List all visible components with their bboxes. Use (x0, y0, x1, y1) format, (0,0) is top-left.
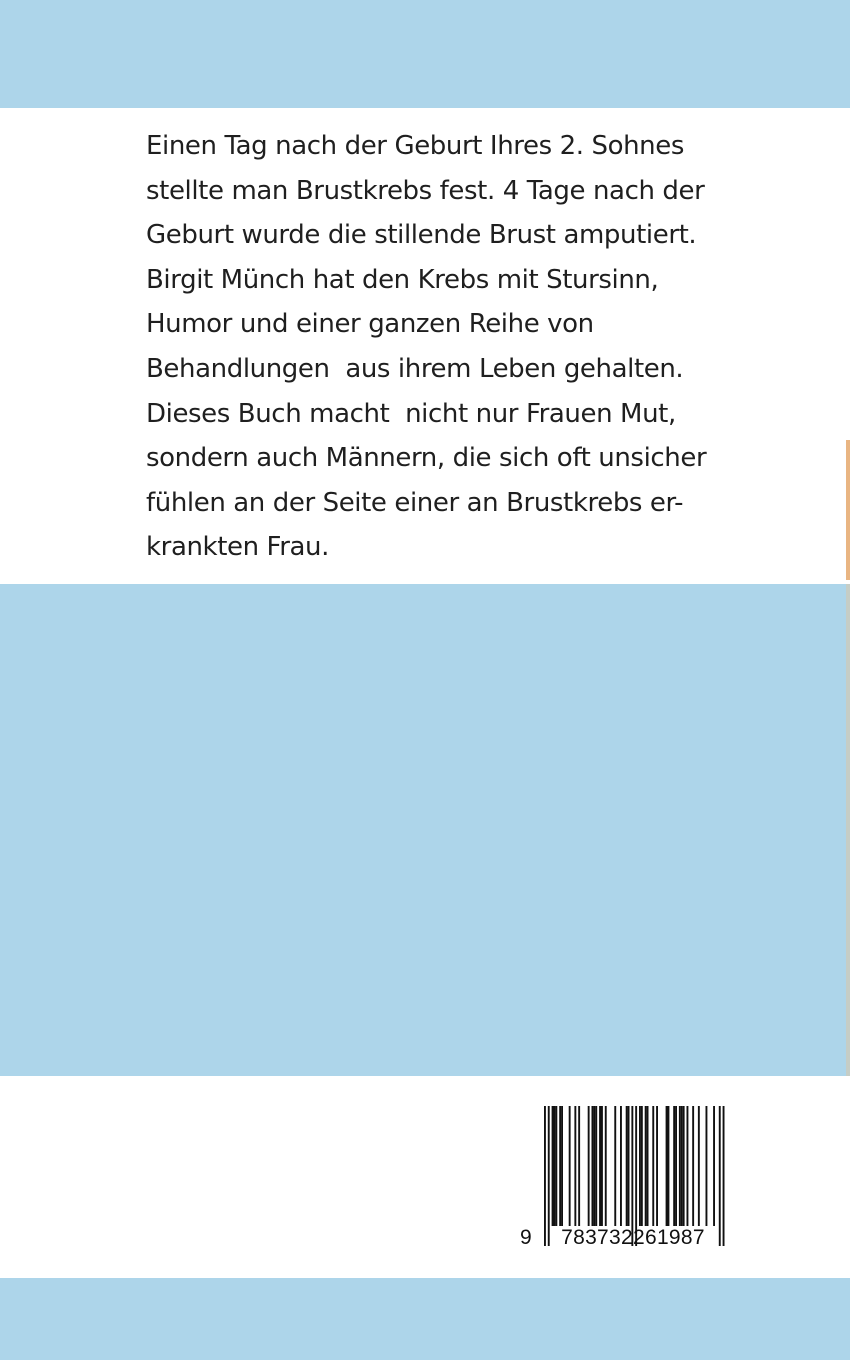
barcode-number (520, 1226, 726, 1250)
barcode-bar (555, 1106, 557, 1226)
barcode-bar (599, 1106, 601, 1226)
barcode-bar (620, 1106, 622, 1226)
blurb-line: Dieses Buch macht nicht nur Frauen Mut, (146, 398, 676, 429)
barcode-bar (652, 1106, 654, 1226)
barcode-bar (681, 1106, 683, 1226)
barcode-bar (601, 1106, 603, 1226)
barcode-bar (656, 1106, 658, 1226)
blurb-line: Geburt wurde die stillende Brust amputiert. (146, 220, 697, 251)
isbn-barcode (520, 1102, 726, 1258)
barcode-bar (561, 1106, 563, 1226)
barcode-bar (578, 1106, 580, 1226)
barcode-bar (605, 1106, 607, 1226)
barcode-bar (574, 1106, 576, 1226)
barcode-bar (706, 1106, 708, 1226)
back-cover-blurb (146, 124, 836, 570)
barcode-guard-bar (719, 1106, 721, 1246)
barcode-bar (641, 1106, 643, 1226)
barcode-bar (559, 1106, 561, 1226)
barcode-lead-digit: 9 (520, 1226, 532, 1249)
barcode-bar (692, 1106, 694, 1226)
barcode-bar (645, 1106, 647, 1226)
barcode-bar (595, 1106, 597, 1226)
barcode-bar (593, 1106, 595, 1226)
barcode-bar (554, 1106, 556, 1226)
barcode-bar (687, 1106, 689, 1226)
barcode-bar (588, 1106, 590, 1226)
blurb-line: sondern auch Männern, die sich oft unsicher (146, 443, 707, 474)
blurb-line: krankten Frau. (146, 532, 329, 563)
barcode-bar (552, 1106, 554, 1226)
barcode-guard-bar (544, 1106, 546, 1246)
barcode-bar (679, 1106, 681, 1226)
barcode-bar (683, 1106, 685, 1226)
barcode-bar (673, 1106, 675, 1226)
blurb-line: fühlen an der Seite einer an Brustkrebs er- (146, 487, 684, 518)
barcode-guard-bar (548, 1106, 550, 1246)
barcode-bar (628, 1106, 630, 1226)
barcode-bar (639, 1106, 641, 1226)
barcode-guard-bar (723, 1106, 725, 1246)
barcode-digits: 783732261987 (561, 1226, 705, 1249)
blurb-line: Einen Tag nach der Geburt Ihres 2. Sohnes (146, 131, 684, 161)
bottom-blue-band (0, 1278, 850, 1360)
blurb-line: Behandlungen aus ihrem Leben gehalten. (146, 353, 684, 384)
barcode-bar (698, 1106, 700, 1226)
barcode-bar (647, 1106, 649, 1226)
barcode-guard-bar (635, 1106, 637, 1246)
middle-blue-band (0, 584, 850, 1076)
cover-edge-strip-lower (846, 584, 850, 1076)
blurb-line: stellte man Brustkrebs fest. 4 Tage nach der (146, 175, 705, 206)
barcode-guard-bar (631, 1106, 633, 1246)
cover-edge-strip (846, 440, 850, 580)
blurb-line: Birgit Münch hat den Krebs mit Stursinn, (146, 264, 659, 295)
barcode-bar (626, 1106, 628, 1226)
barcode-bar (666, 1106, 668, 1226)
barcode-bar (614, 1106, 616, 1226)
blurb-line: Humor und einer ganzen Reihe von (146, 309, 594, 340)
barcode-bar (569, 1106, 571, 1226)
barcode-bar (713, 1106, 715, 1226)
barcode-bar (592, 1106, 594, 1226)
barcode-bar (668, 1106, 670, 1226)
top-blue-band (0, 0, 850, 108)
barcode-bar (675, 1106, 677, 1226)
